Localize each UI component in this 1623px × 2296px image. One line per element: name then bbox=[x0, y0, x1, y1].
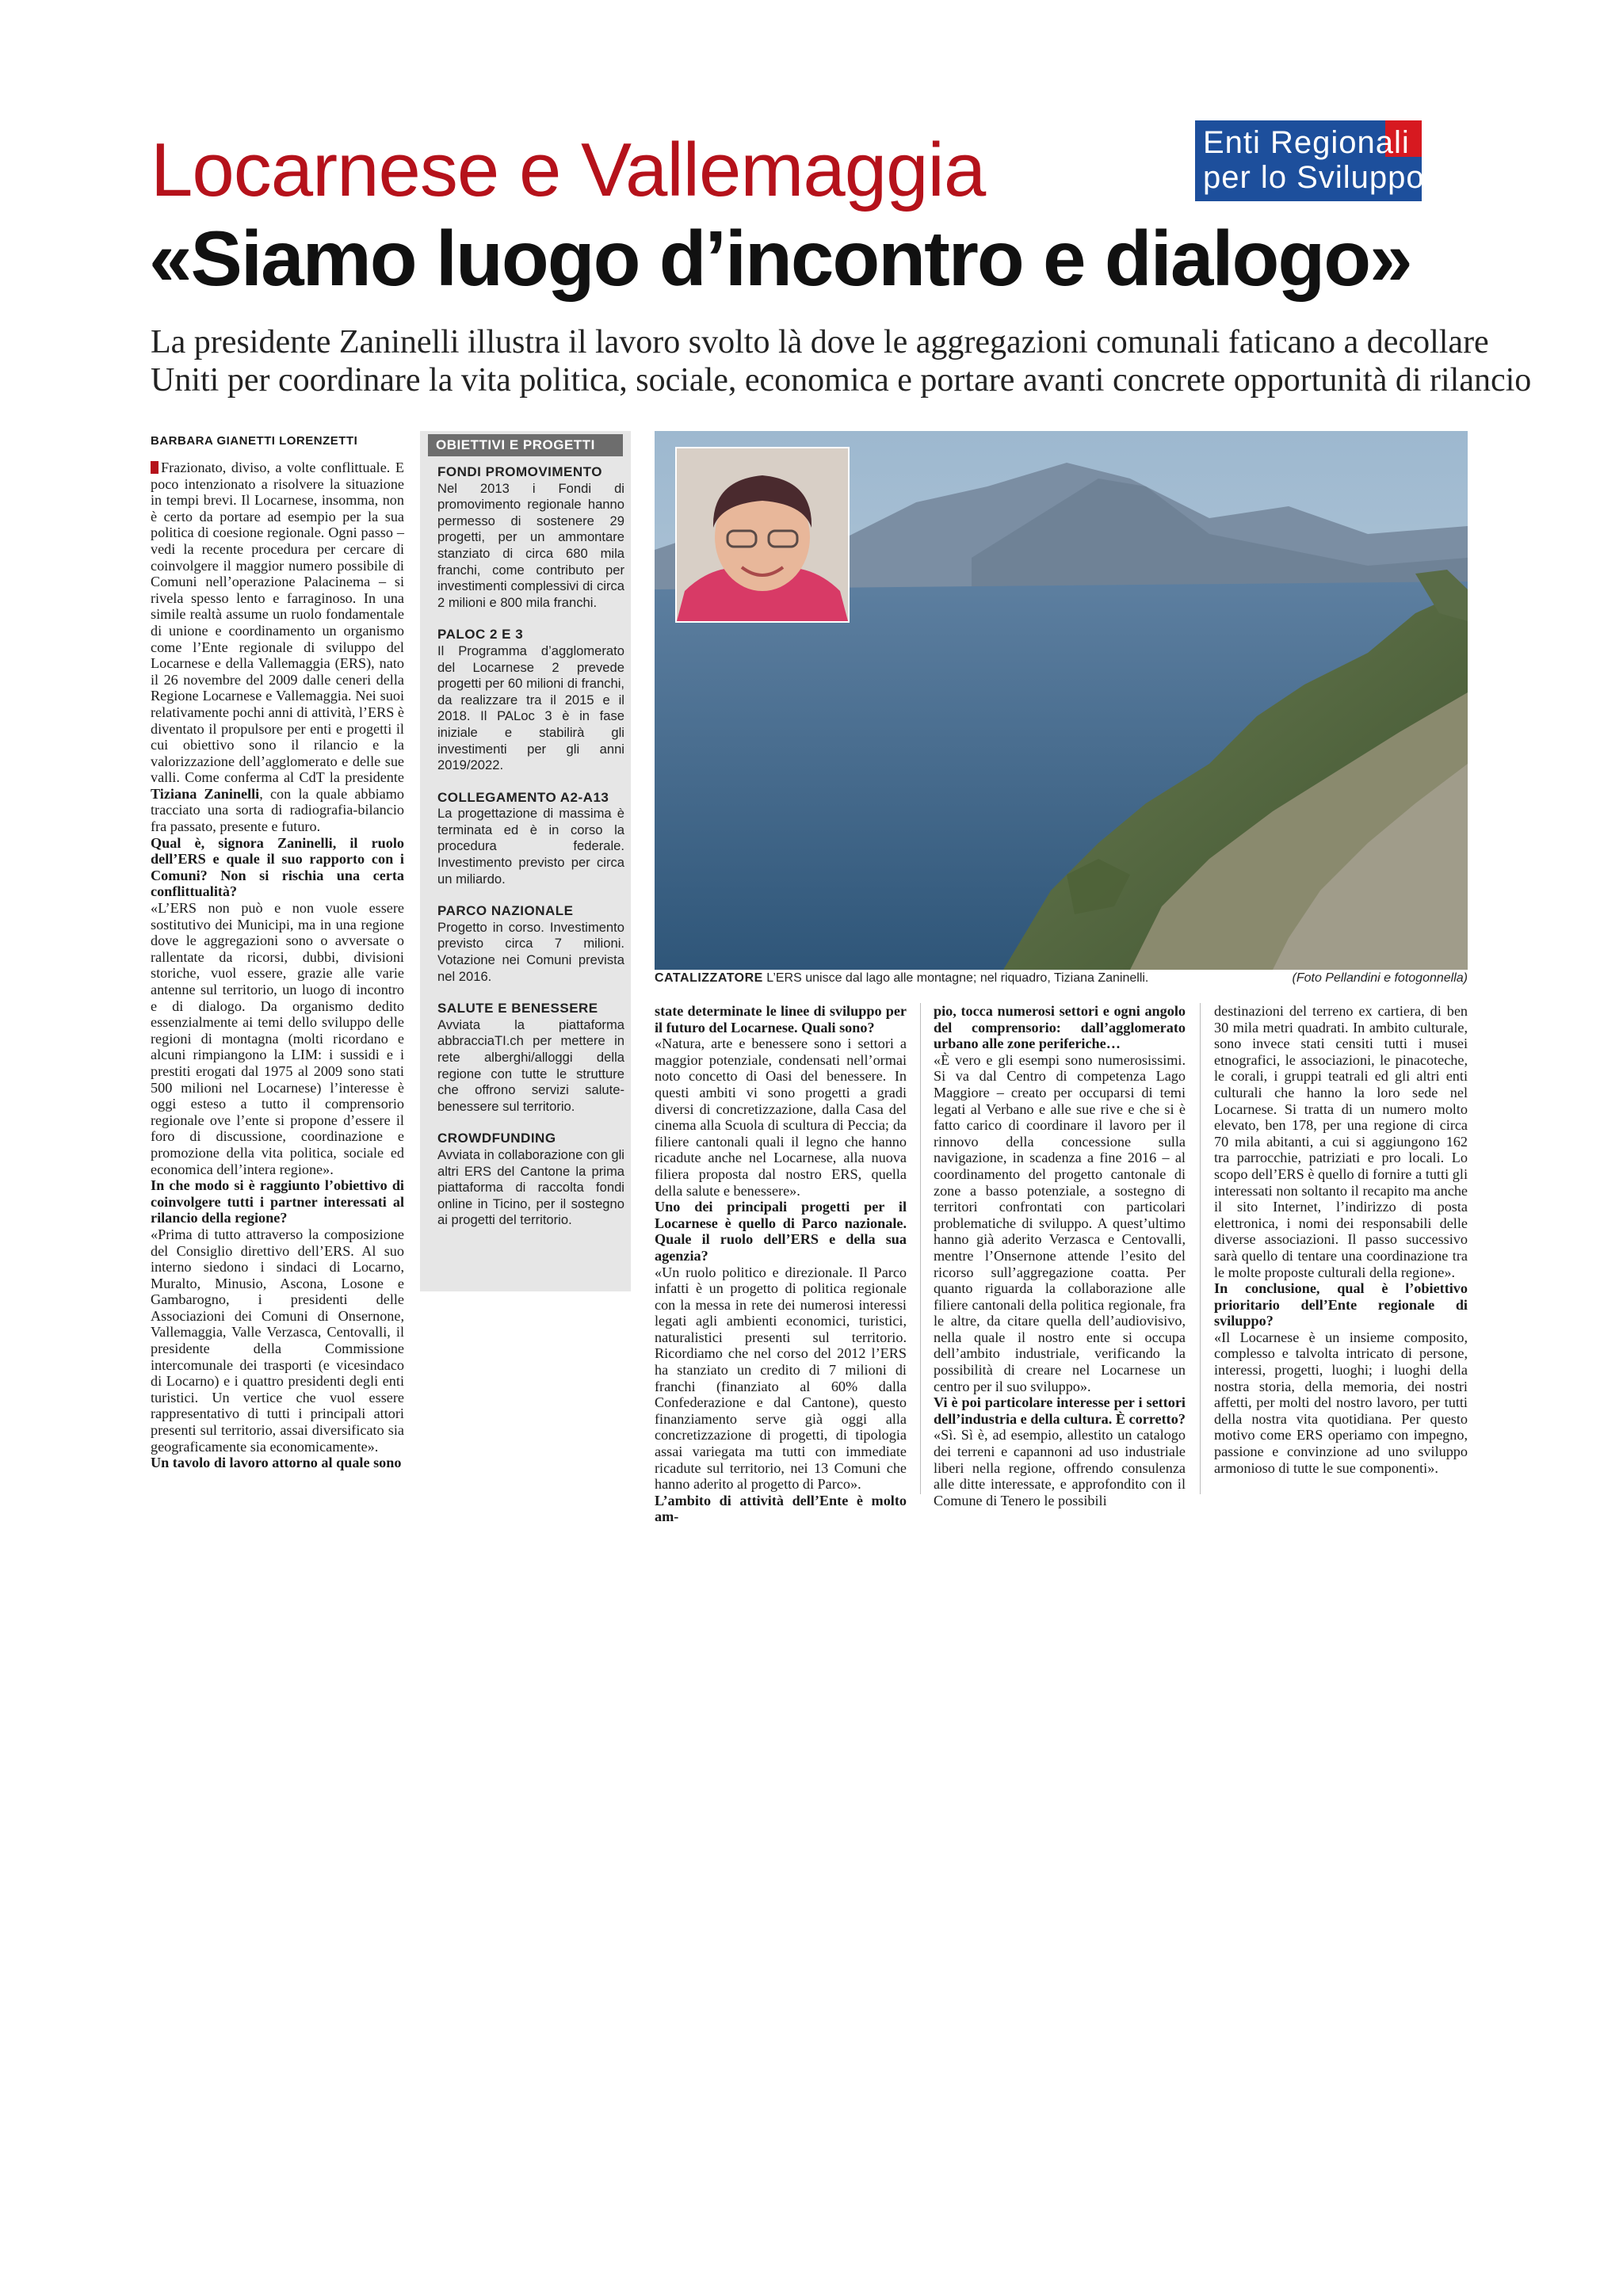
sidebar-text-collegamento: La progettazione di massima è terminata ed è in corso la procedura federale. Investimento previsto per circa un miliardo. bbox=[437, 806, 624, 887]
answer-3: «Natura, arte e benessere sono i settori a maggior potenziale, condensati nell’ormai noto concetto di Oasi del benessere. In questi ambiti vi sono progetti a gradi diversi di concretizzazione, dalla Casa del cinema alla Scuola di scultura di Peccia; da filiere cantonali quali il legno che hanno ricadute anche nel Locarnese, alla nuova filiera proposta dal nostro ERS, quella della salute e benessere». bbox=[655, 1035, 907, 1199]
sidebar-heading-parco: PARCO NAZIONALE bbox=[437, 903, 574, 919]
answer-4: «Un ruolo politico e direzionale. Il Parco infatti è un progetto di politica regionale con la messa in rete dei numerosi interessi legati agli ambienti economici, turistici, naturalistici presenti sul territorio. Ricordiamo che nel corso del 2012 l’ERS ha stanziato un credito di 7 milioni di franchi (finanziato al 60% dalla Confederazione e dal Cantone), questo finanziamento serve già oggi alla concretizzazione di progetti, di tipologia assai variegata ma tutti con immediate ricadute sul territorio, nei 13 Comuni che hanno aderito al progetto di Parco». bbox=[655, 1264, 907, 1493]
article-column-4 bbox=[1214, 1003, 1468, 1476]
article-column-2 bbox=[655, 1003, 907, 1525]
aerial-lake-photo bbox=[655, 431, 1468, 970]
sidebar-text-fondi: Nel 2013 i Fondi di promovimento regionale hanno permesso di sostenere 29 progetti, per un ammontare stanziato di circa 680 mila franchi, come contributo per investimenti complessivi di circa 2 milioni e 800 mila franchi. bbox=[437, 480, 624, 610]
logo-line-1: Enti Regionali bbox=[1203, 125, 1410, 160]
column-divider bbox=[920, 1003, 921, 1494]
sidebar-heading-paloc: PALOC 2 E 3 bbox=[437, 627, 524, 643]
answer-6-start: «Sì. Sì è, ad esempio, allestito un catalogo dei terreni e capannoni ad uso industriale liberi nella regione, offrendo consulenza alle ditte interessate, e approfondito con il Comune di Tenero le possibili bbox=[934, 1427, 1186, 1508]
sidebar-heading-crowdfunding: CROWDFUNDING bbox=[437, 1131, 556, 1146]
interviewee-name: Tiziana Zaninelli bbox=[151, 785, 260, 802]
portrait-illustration bbox=[677, 448, 848, 621]
portrait-inset bbox=[675, 447, 850, 623]
question-4: Uno dei principali progetti per il Locarnese è quello di Parco nazionale. Quale il ruolo dell’ERS e della sua agenzia? bbox=[655, 1199, 907, 1264]
article-column-1 bbox=[151, 460, 404, 1471]
logo-line-2: per lo Sviluppo bbox=[1203, 160, 1425, 195]
question-5-end: pio, tocca numerosi settori e ogni angolo del comprensorio: dall’agglomerato urbano alle zone periferiche… bbox=[934, 1003, 1186, 1052]
column-divider bbox=[1200, 1003, 1201, 1494]
sidebar-title: OBIETTIVI E PROGETTI bbox=[428, 434, 623, 456]
question-2: In che modo si è raggiunto l’obiettivo di coinvolgere tutti i partner interessati al rilancio della regione? bbox=[151, 1177, 404, 1226]
sidebar-text-salute: Avviata la piattaforma abbracciaTI.ch per mettere in rete alberghi/alloggi della regione con tutte le strutture che offrono servizi salute-benessere sul territorio. bbox=[437, 1016, 624, 1114]
photo-credit: (Foto Pellandini e fotogonnella) bbox=[1292, 971, 1468, 985]
sidebar-body bbox=[437, 464, 624, 1245]
question-5-start: L’ambito di attività dell’Ente è molto am- bbox=[655, 1492, 907, 1525]
answer-7: «Il Locarnese è un insieme composito, complesso e talvolta intricato di persone, interessi, progetti, luoghi; i luoghi della nostra storia, della memoria, dei nostri affetti, per molti del nostro lavoro, per tutti della nostra vita quotidiana. Per questo motivo come ERS operiamo con impegno, passione e convinzione ad uno sviluppo armonioso di tutte le sue componenti». bbox=[1214, 1329, 1468, 1476]
question-7: In conclusione, qual è l’obiettivo prioritario dell’Ente regionale di sviluppo? bbox=[1214, 1280, 1468, 1329]
sidebar-heading-collegamento: COLLEGAMENTO A2-A13 bbox=[437, 789, 609, 805]
sidebar-text-paloc: Il Programma d’agglomerato del Locarnese 2 prevede progetti per 60 milioni di franchi, da realizzare tra il 2015 e il 2018. Il PALoc 3 è in fase iniziale e stabilirà gli investimenti per gli anni 2019/2022. bbox=[437, 643, 624, 773]
caption-text: L’ERS unisce dal lago alle montagne; nel riquadro, Tiziana Zaninelli. bbox=[762, 971, 1149, 985]
article-column-3 bbox=[934, 1003, 1186, 1508]
byline: BARBARA GIANETTI LORENZETTI bbox=[151, 434, 358, 448]
question-3-start: Un tavolo di lavoro attorno al quale sono bbox=[151, 1455, 402, 1471]
subtitle-line-2: Uniti per coordinare la vita politica, sociale, economica e portare avanti concrete opportunità di rilancio bbox=[151, 362, 1532, 399]
sidebar-heading-fondi: FONDI PROMOVIMENTO bbox=[437, 464, 602, 479]
intro-paragraph: Frazionato, diviso, a volte conflittuale. E poco intenzionato a risolvere la situazione in tempi brevi. Il Locarnese, insomma, non è certo da portare ad esempio per la sua politica di coesione regionale. Ogni passo – vedi la recente procedura per cercare di coinvolgere il maggior numero possibile di Comuni nell’operazione Palacinema – si rivela spesso lento e farraginoso. In una simile realtà assume un ruolo fondamentale di unione e coordinamento un organismo come l’Ente regionale di sviluppo del Locarnese e della Vallemaggia (ERS), nato il 26 novembre del 2009 dalle ceneri della Regione Locarnese e Vallemaggia. Nei suoi relativamente pochi anni di attività, l’ERS è diventato il propulsore per enti e progetti il cui obiettivo sono il rilancio e la valorizzazione dell’agglomerato e delle sue valli. Come conferma al CdT la presidente Tiziana Zaninelli, con la quale abbiamo tracciato una sorta di radiografia-bilancio fra passato, presente e futuro. bbox=[151, 460, 404, 835]
question-3-end: state determinate le linee di sviluppo per il futuro del Locarnese. Quali sono? bbox=[655, 1003, 907, 1035]
paragraph-marker-icon bbox=[151, 461, 158, 474]
sidebar-text-parco: Progetto in corso. Investimento previsto circa 7 milioni. Votazione nei Comuni prevista nel 2016. bbox=[437, 919, 624, 984]
answer-6-end: destinazioni del terreno ex cartiera, di ben 30 mila metri quadrati. In ambito culturale, sono invece stati censiti tutti i musei etnografici, le associazioni, le pinacoteche, le corali, i gruppi teatrali ed gli altri enti culturali che hanno la loro sede nel Locarnese. Si tratta di un numero molto elevato, ben 178, per una regione di circa 70 mila abitanti, a cui si aggiungono 162 tra parrocchie, patriziati e pro locali. Lo scopo dell’ERS è quello di fornire a tutti gli interessati non soltanto il recapito ma anche il sito Internet, l’indirizzo di posta elettronica, i nomi dei responsabili delle diverse associazioni. Il passo successivo sarà quello di tentare una coordinazione tra le molte proposte culturali della regione». bbox=[1214, 1003, 1468, 1280]
headline: «Siamo luogo d’incontro e dialogo» bbox=[149, 215, 1411, 302]
ers-logo bbox=[1195, 120, 1425, 201]
sidebar-heading-salute: SALUTE E BENESSERE bbox=[437, 1001, 598, 1016]
subtitle-line-1: La presidente Zaninelli illustra il lavoro svolto là dove le aggregazioni comunali faticano a decollare bbox=[151, 324, 1489, 360]
caption-label: CATALIZZATORE bbox=[655, 971, 763, 985]
photo-caption bbox=[655, 971, 1468, 986]
answer-5: «È vero e gli esempi sono numerosissimi. Si va dal Centro di competenza Lago Maggiore – creato per occuparsi di temi legati al Verbano e alle sue rive e che si è fatto carico di coordinare il lavoro per il rinnovo della concessione sulla navigazione, in scadenza a fine 2016 – al coordinamento del progetto cantonale di zone a basso potenziale, a sostegno di territori confrontati con particolari problematiche di sviluppo. A quest’ultimo hanno già aderito Verzasca e Centovalli, mentre l’Onsernone attende l’esito del ricorso sull’aggregazione coatta. Per quanto riguarda la collaborazione alle filiere cantonali della politica regionale, fra le altre, da citare quella dell’audiovisivo, nella quale il nostro ente si occupa dell’ambito industriale, verificando la possibilità di creare nel Locarnese un centro per il suo sviluppo». bbox=[934, 1051, 1186, 1394]
sidebar-text-crowdfunding: Avviata in collaborazione con gli altri ERS del Cantone la prima piattaforma di raccolta fondi online in Ticino, per il sostegno ai progetti del territorio. bbox=[437, 1146, 624, 1228]
question-6: Vi è poi particolare interesse per i settori dell’industria e della cultura. È corretto? bbox=[934, 1394, 1186, 1427]
kicker-title: Locarnese e Vallemaggia bbox=[151, 128, 986, 212]
question-1: Qual è, signora Zaninelli, il ruolo dell’ERS e quale il suo rapporto con i Comuni? Non si rischia una certa conflittualità? bbox=[151, 834, 404, 900]
answer-2: «Prima di tutto attraverso la composizione del Consiglio direttivo dell’ERS. Al suo interno siedono i sindaci di Locarno, Muralto, Minusio, Ascona, Losone e Gambarogno, i presidenti delle Associazioni dei Comuni di Onsernone, Vallemaggia, Valle Verzasca, Centovalli, il presidente della Commissione intercomunale dei trasporti (e vicesindaco di Locarno) e i quattro presidenti degli enti turistici. Un vertice che vuol essere rappresentativo di tutti i principali attori presenti sul territorio, assai diversificato sia geograficamente sia economicamente». bbox=[151, 1226, 404, 1455]
answer-1: «L’ERS non può e non vuole essere sostitutivo dei Municipi, ma in una regione dove le aggregazioni sono o avversate o rallentate da ricorsi, dubbi, divisioni storiche, vuol essere, grazie alle varie antenne sul territorio, un luogo di incontro e di dialogo. Da organismo dedito essenzialmente ai temi dello sviluppo delle regioni di montagna (molti ricordano e alcuni rimpiangono la LIM: i sussidi e i prestiti erogati dal 1975 al 2009 sono stati 500 milioni nel Locarnese) l’interesse è oggi esteso a tutto il comprensorio regionale ove l’ente si propone d’essere il foro di discussione, coordinazione e promozione della vita politica, sociale ed economica dell’intera regione». bbox=[151, 900, 404, 1177]
